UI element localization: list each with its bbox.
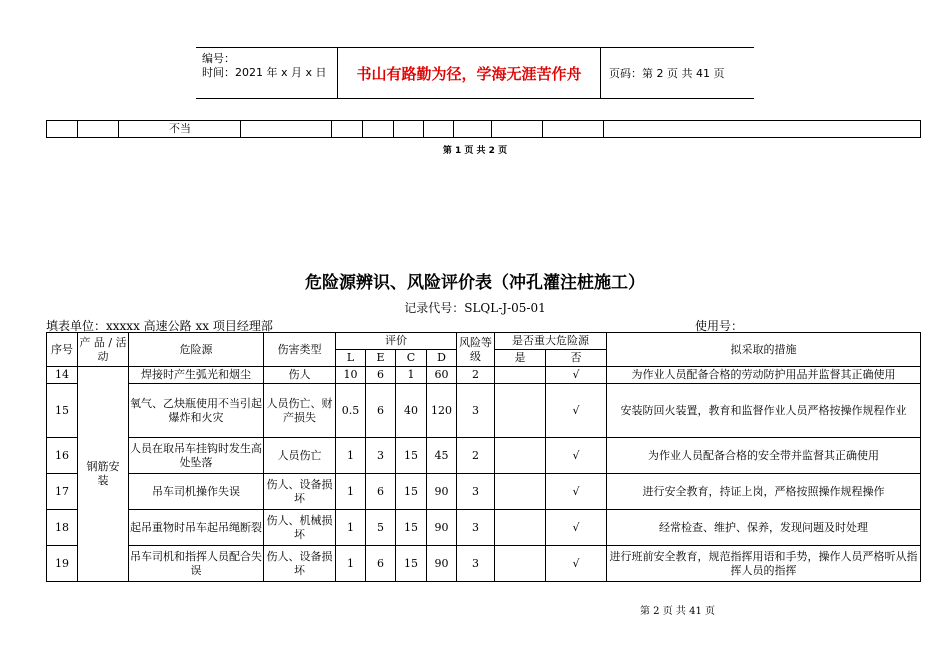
header-D: D — [427, 350, 457, 367]
page-label: 页码：第 2 页 共 41 页 — [609, 67, 725, 80]
prev-cell: 不当 — [119, 121, 241, 138]
activity-group: 钢筋安装 — [78, 367, 129, 582]
number-label: 编号： — [202, 52, 235, 65]
table-row: 18 起吊重物时吊车起吊绳断裂 伤人、机械损坏 1 5 15 90 3 √ 经常检查、维护、保养，发现问题及时处理 — [47, 510, 921, 546]
doc-title: 危险源辨识、风险评价表（冲孔灌注桩施工） — [305, 273, 645, 293]
header-risk: 风险等级 — [457, 333, 495, 367]
record-code: 记录代号：SLQL-J-05-01 — [404, 301, 546, 315]
header-eval: 评价 — [336, 333, 457, 350]
header-measure: 拟采取的措施 — [607, 333, 921, 367]
header-meta — [196, 48, 338, 98]
header-hazard: 危险源 — [129, 333, 264, 367]
header-L: L — [336, 350, 366, 367]
header-yes: 是 — [495, 350, 546, 367]
header-no: 否 — [546, 350, 607, 367]
fill-unit: 填表单位：xxxxx 高速公路 xx 项目经理部 — [46, 319, 273, 333]
table-row: 15 氧气、乙炔瓶使用不当引起爆炸和火灾 人员伤亡、财产损失 0.5 6 40 120 3 √ 安装防回火装置，教育和监督作业人员严格按操作规程作业 — [47, 384, 921, 438]
use-number: 使用号： — [695, 319, 744, 333]
page-header — [196, 47, 754, 99]
header-seq: 序号 — [47, 333, 78, 367]
header-major: 是否重大危险源 — [495, 333, 607, 350]
motto: 书山有路勤为径，学海无涯苦作舟 — [338, 48, 601, 98]
table-row: 16 人员在取吊车挂钩时发生高处坠落 人员伤亡 1 3 15 45 2 √ 为作业人员配备合格的安全带并监督其正确使用 — [47, 438, 921, 474]
prev-page-row — [46, 120, 921, 138]
page-footer: 第 2 页 共 41 页 — [640, 606, 715, 617]
table-row: 17 吊车司机操作失误 伤人、设备损坏 1 6 15 90 3 √ 进行安全教育，持证上岗，严格按照操作规程操作 — [47, 474, 921, 510]
header-E: E — [366, 350, 396, 367]
risk-table — [46, 332, 921, 582]
page1-footer: 第 1 页 共 2 页 — [442, 146, 508, 156]
header-harm: 伤害类型 — [264, 333, 336, 367]
table-row: 14 钢筋安装 焊接时产生弧光和烟尘 伤人 10 6 1 60 2 √ 为作业人员配备合格的劳动防护用品并监督其正确使用 — [47, 367, 921, 384]
time-label: 时间：2021 年 x 月 x 日 — [202, 66, 327, 79]
table-row: 19 吊车司机和指挥人员配合失误 伤人、设备损坏 1 6 15 90 3 √ 进行班前安全教育，规范指挥用语和手势，操作人员严格听从指挥人员的指挥 — [47, 546, 921, 582]
header-C: C — [396, 350, 427, 367]
header-activity: 产 品 / 活动 — [78, 333, 129, 367]
